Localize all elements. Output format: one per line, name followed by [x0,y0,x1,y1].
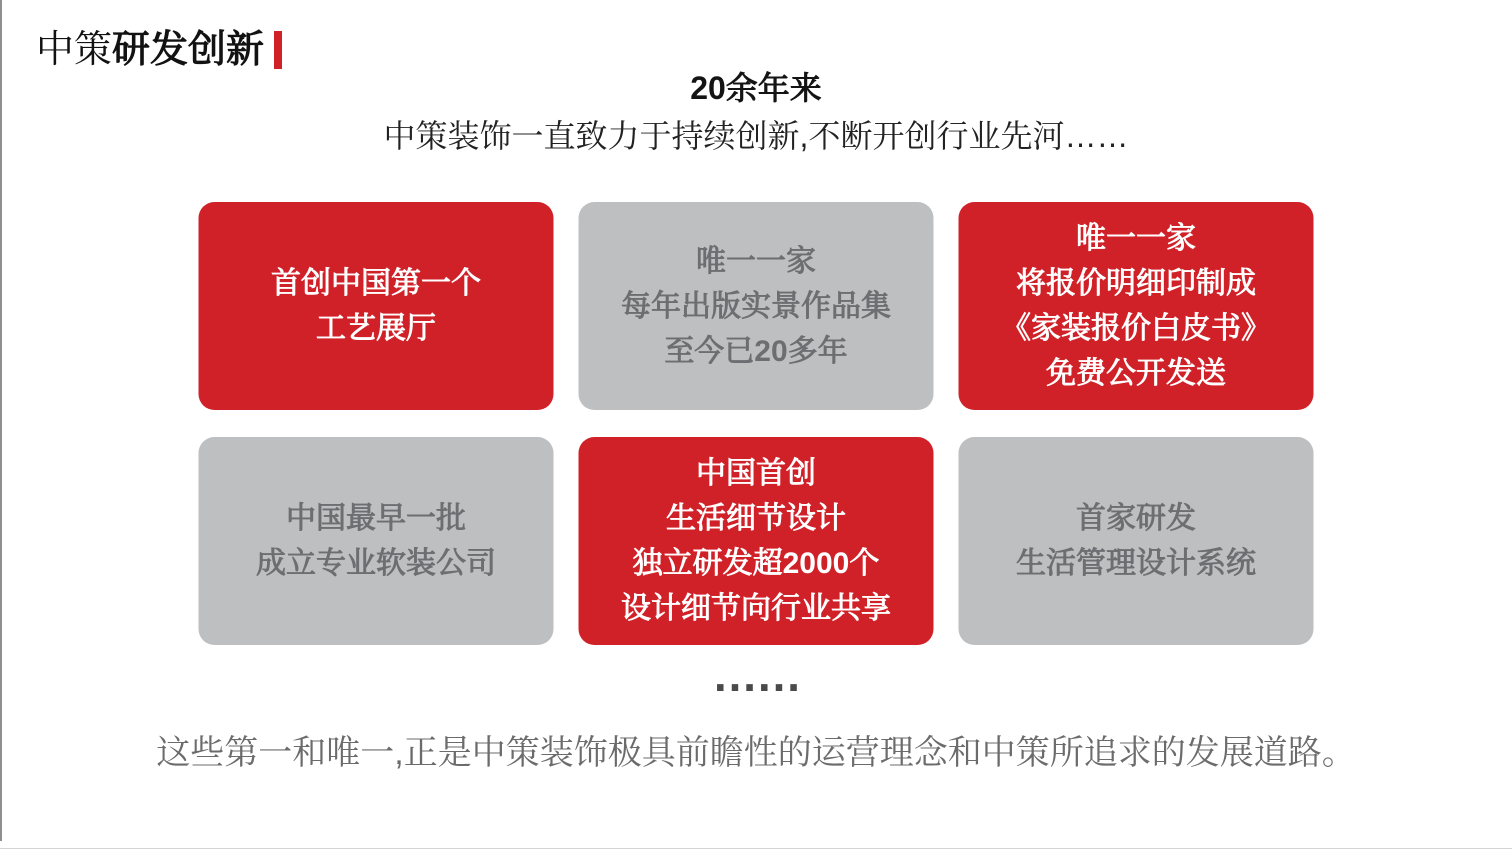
card-line: 《家装报价白皮书》 [1001,312,1271,345]
title-accent-bar [274,31,282,69]
card-line: 中国最早一批 [286,502,466,535]
intro-subheading: 中策装饰一直致力于持续创新,不断开创行业先河…… [383,118,1129,154]
card-line: 工艺展厅 [316,312,436,345]
card-line: 唯一一家 [696,244,816,278]
page-title [36,31,282,69]
title-topic: 研发创新 [112,29,265,71]
card-line: 生活细节设计 [666,502,846,535]
feature-cards-grid [199,202,1314,645]
conclusion-text: 这些第一和唯一,正是中策装饰极具前瞻性的运营理念和中策所追求的发展道路。 [156,734,1356,772]
feature-card [199,437,554,645]
feature-card [199,202,554,410]
card-line: 生活管理设计系统 [1016,547,1256,580]
card-line: 成立专业软装公司 [256,547,496,580]
feature-card [959,437,1314,645]
feature-card [579,437,934,645]
feature-card [959,202,1314,410]
card-line: 每年出版实景作品集 [621,289,891,323]
card-line: 独立研发超2000个 [632,547,880,580]
card-line: 唯一一家 [1076,222,1196,255]
card-line: 首创中国第一个 [271,267,481,300]
card-line: 至今已20多年 [664,334,848,368]
ellipsis-separator: …… [712,649,800,701]
feature-card [579,202,934,410]
card-line: 首家研发 [1076,502,1196,535]
brand-name: 中策 [36,29,113,71]
card-line: 设计细节向行业共享 [621,592,891,625]
card-line: 免费公开发送 [1046,357,1226,390]
intro-block [0,72,1512,152]
intro-heading: 20余年来 [690,70,822,106]
card-line: 中国首创 [696,457,816,490]
card-line: 将报价明细印制成 [1016,267,1256,300]
